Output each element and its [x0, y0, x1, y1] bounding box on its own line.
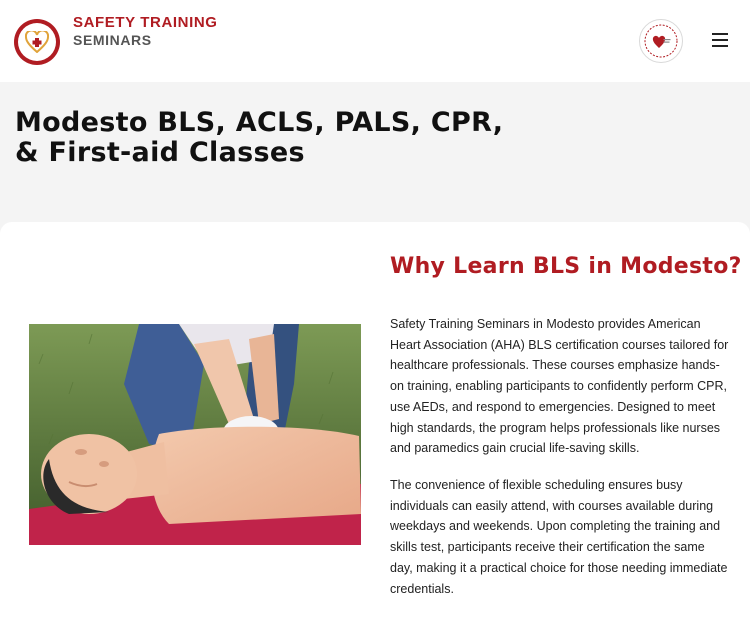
brand-name-bottom[interactable]: SEMINARS: [73, 32, 152, 48]
aha-authorized-training-center-badge: [639, 19, 683, 63]
brand-name-top[interactable]: SAFETY TRAINING: [73, 14, 218, 31]
section-paragraph: Safety Training Seminars in Modesto provides American Heart Association (AHA) BLS certification courses tailored for healthcare professionals. These courses emphasize hands-on training, enabling participants to confidently perform CPR, use AEDs, and respond to emergencies. Designed to meet high standards, the program helps professionals like nurses and paramedics gain crucial life-saving skills.: [390, 317, 729, 456]
section-paragraph: The convenience of flexible scheduling ensures busy individuals can easily attend, with courses available during weekdays and weekends. Upon completing the training and skills test, participants receive their certification the same day, making it a practical choice for those needing immediate credentials.: [390, 478, 728, 596]
cpr-training-photo: [29, 324, 361, 545]
site-header: [0, 0, 750, 82]
site-logo[interactable]: [14, 19, 60, 65]
heart-cross-logo-icon: [18, 23, 56, 61]
page-title: Modesto BLS, ACLS, PALS, CPR, & First-aid Classes: [15, 107, 504, 168]
hamburger-menu-icon[interactable]: [712, 33, 734, 51]
content-card: [0, 222, 750, 628]
section-title: Why Learn BLS in Modesto?: [390, 254, 742, 279]
